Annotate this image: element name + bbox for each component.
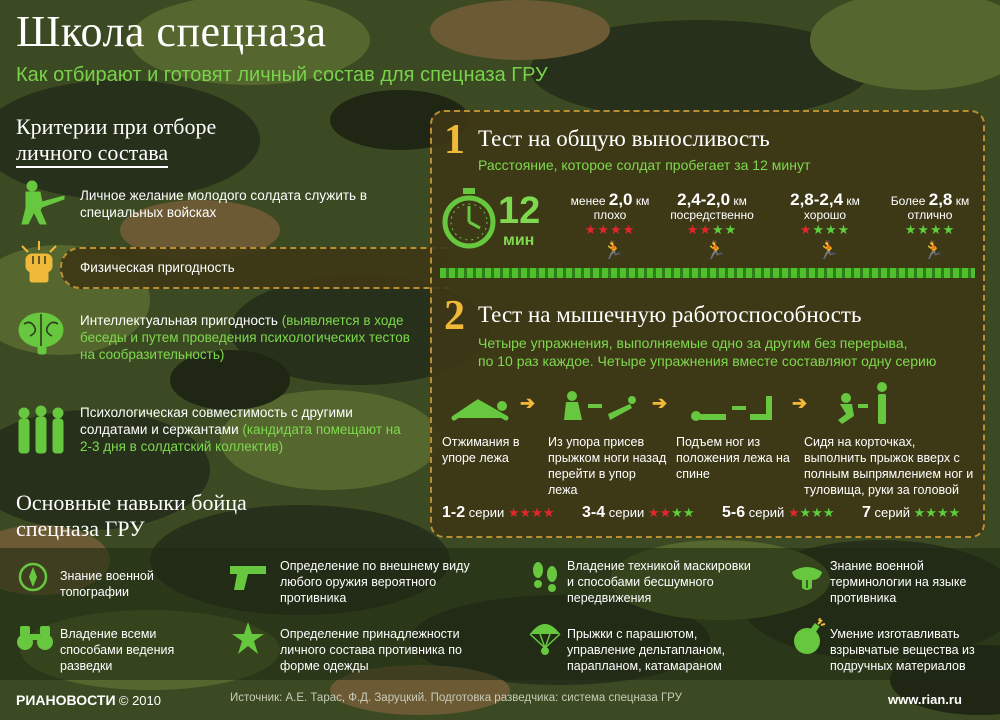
result-value: 2,8 — [928, 190, 953, 209]
skill-topography: Знание военной топографии — [60, 569, 154, 599]
footer-credit — [16, 692, 161, 708]
star-red-icon: ★ — [610, 222, 623, 237]
test2-title: Тест на мышечную работоспособность — [478, 302, 862, 327]
soldier-icon — [16, 180, 66, 226]
result-range — [880, 190, 980, 210]
rating-stars — [914, 505, 961, 520]
skill-camouflage: Владение техникой маскировки и способами бесшумного передвижения — [567, 559, 751, 605]
test1-number: 1 — [444, 117, 465, 163]
skills-heading-line1: Основные навыки бойца — [16, 490, 247, 515]
rating-stars — [687, 222, 738, 237]
result-stars — [560, 222, 660, 238]
copyright-year: © 2010 — [118, 693, 162, 708]
result-unit: км — [632, 194, 650, 208]
series-label: серии — [465, 505, 508, 520]
rating-stars — [800, 222, 851, 237]
rating-stars — [905, 222, 956, 237]
footer-url[interactable]: www.rian.ru — [888, 692, 962, 707]
series-rating — [582, 504, 694, 522]
star-green-icon: ★ — [942, 222, 956, 237]
series-value: 1-2 — [442, 504, 466, 521]
star-green-icon: ★ — [682, 505, 695, 520]
skill-explosives: Умение изготавливать взрывчатые вещества из подручных материалов — [830, 627, 975, 673]
star-green-icon: ★ — [913, 505, 926, 520]
star-green-icon: ★ — [822, 505, 835, 520]
series-label: серии — [605, 505, 648, 520]
result-grade: хорошо — [803, 208, 847, 222]
star-icon — [230, 620, 266, 656]
timer-value: 12 — [498, 190, 541, 232]
series-label: серий — [870, 505, 914, 520]
pistol-icon — [228, 562, 268, 592]
exercise-arrow-1: ➔ — [520, 393, 536, 413]
criteria-item-desire: Личное желание молодого солдата служить в специальных войсках — [80, 188, 368, 220]
exercise-arrow-2: ➔ — [652, 393, 668, 413]
skill-weapon-identification: Определение по внешнему виду любого оружия вероятного противника — [280, 559, 470, 605]
rating-stars — [788, 505, 835, 520]
result-prefix: Более — [890, 194, 929, 208]
series-label: серий — [745, 505, 788, 520]
runner-icon: 🏃 — [602, 240, 625, 260]
footer-source: Источник: А.Е. Тарас, Ф.Д. Заруцкий. Подготовка разведчика: система спецназа ГРУ — [230, 692, 682, 704]
series-value: 3-4 — [582, 504, 606, 521]
star-green-icon: ★ — [825, 222, 838, 237]
star-green-icon: ★ — [930, 222, 943, 237]
star-green-icon: ★ — [936, 505, 949, 520]
runner-icon: 🏃 — [922, 240, 945, 260]
result-stars — [662, 222, 762, 238]
result-unit: км — [952, 194, 970, 208]
bomb-icon — [792, 618, 826, 656]
star-green-icon: ★ — [671, 505, 683, 520]
star-red-icon: ★ — [531, 505, 543, 520]
test2-subtitle — [478, 334, 978, 370]
test2-subtitle-line2: по 10 раз каждое. Четыре упражнения вместе составляют одну серию — [478, 353, 937, 369]
exercise-label-2: Из упора присев прыжком ноги назад перейти в упор лежа — [548, 435, 667, 497]
star-green-icon: ★ — [712, 222, 725, 237]
star-red-icon: ★ — [686, 222, 700, 237]
parachute-icon — [528, 620, 562, 656]
star-green-icon: ★ — [811, 505, 823, 520]
rating-stars — [508, 505, 555, 520]
series-rating — [862, 504, 960, 522]
exercise-label-1: Отжимания в упоре лежа — [442, 435, 520, 465]
result-value: 2,4-2,0 — [677, 190, 731, 209]
page-title: Школа спецназа — [16, 7, 327, 56]
star-red-icon: ★ — [597, 222, 610, 237]
star-red-icon: ★ — [647, 505, 660, 520]
rating-stars — [585, 222, 636, 237]
series-value: 7 — [862, 504, 871, 521]
result-prefix: менее — [570, 194, 609, 208]
star-green-icon: ★ — [948, 505, 961, 520]
test2-subtitle-line1: Четыре упражнения, выполняемые одно за другим без перерыва, — [478, 335, 908, 351]
star-red-icon: ★ — [542, 505, 555, 520]
exercise-label-4: Сидя на корточках, выполнить прыжок вверх с полным выпрямлением ног и туловища, руки за головой — [804, 435, 974, 497]
star-green-icon: ★ — [837, 222, 851, 237]
criteria-heading — [16, 114, 216, 168]
star-red-icon: ★ — [584, 222, 598, 237]
star-green-icon: ★ — [917, 222, 930, 237]
criteria-heading-line2: личного состава — [16, 140, 168, 168]
tongue-icon — [790, 562, 824, 592]
exercise-label-3: Подъем ног из положения лежа на спине — [676, 435, 790, 481]
skill-uniform-identification: Определение принадлежности личного состава противника по форме одежды — [280, 627, 462, 673]
star-green-icon: ★ — [812, 222, 825, 237]
result-range — [775, 190, 875, 210]
star-green-icon: ★ — [799, 505, 812, 520]
star-red-icon: ★ — [519, 505, 532, 520]
star-red-icon: ★ — [507, 505, 520, 520]
timer-unit: мин — [503, 232, 535, 249]
runner-icon: 🏃 — [817, 240, 840, 260]
skills-heading-line2: спецназа ГРУ — [16, 516, 145, 541]
test1-title: Тест на общую выносливость — [478, 126, 770, 151]
skill-reconnaissance: Владение всеми способами ведения разведки — [60, 627, 175, 673]
test1-subtitle: Расстояние, которое солдат пробегает за 12 минут — [478, 157, 811, 173]
criteria-item-psychological: Психологическая совместимость с другими солдатами и сержантами (кандидата помещают на 2-3 дня в солдатский коллектив) — [80, 405, 401, 454]
result-grade: отлично — [907, 208, 953, 222]
footprints-icon — [528, 560, 562, 594]
stopwatch-icon — [440, 186, 498, 250]
squat-jump-icon — [836, 382, 894, 426]
star-green-icon: ★ — [904, 222, 918, 237]
star-red-icon: ★ — [622, 222, 636, 237]
star-green-icon: ★ — [925, 505, 937, 520]
skills-heading — [16, 490, 247, 542]
result-grade: посредственно — [670, 208, 754, 222]
leg-raise-icon — [688, 392, 776, 424]
soldiers-group-icon — [14, 405, 68, 455]
pushup-icon — [448, 392, 512, 424]
skill-terminology: Знание военной терминологии на языке противника — [830, 559, 967, 605]
skill-parachute: Прыжки с парашютом, управление дельтапланом, парапланом, катамараном — [567, 627, 725, 673]
compass-icon — [18, 562, 48, 592]
result-stars — [775, 222, 875, 238]
fist-icon — [18, 240, 60, 284]
criteria-item-physical: Физическая пригодность — [80, 260, 235, 275]
exercise-arrow-3: ➔ — [792, 393, 808, 413]
series-value: 5-6 — [722, 504, 746, 521]
criteria-heading-line1: Критерии при отборе — [16, 114, 217, 139]
star-red-icon: ★ — [799, 222, 813, 237]
result-value: 2,8-2,4 — [790, 190, 844, 209]
brand-logo: РИАНОВОСТИ — [16, 692, 116, 708]
star-red-icon: ★ — [787, 505, 800, 520]
result-unit: км — [730, 194, 747, 208]
star-green-icon: ★ — [724, 222, 738, 237]
runner-icon: 🏃 — [704, 240, 727, 260]
series-rating — [722, 504, 834, 522]
page-subtitle: Как отбирают и готовят личный состав для спецназа ГРУ — [16, 64, 548, 86]
star-red-icon: ★ — [659, 505, 672, 520]
result-unit: км — [843, 194, 860, 208]
brain-icon — [16, 310, 66, 356]
test2-number: 2 — [444, 293, 465, 339]
result-grade: плохо — [593, 208, 627, 222]
series-rating — [442, 504, 554, 522]
criteria-item-intellectual: Интеллектуальная пригодность (выявляется в ходе беседы и путем проведения психологических тестов на сообразительность) — [80, 313, 410, 362]
rating-stars — [648, 505, 695, 520]
result-range — [662, 190, 762, 210]
result-stars — [880, 222, 980, 238]
binoculars-icon — [16, 622, 54, 652]
track-stripe — [440, 268, 975, 278]
burpee-icon — [560, 390, 638, 424]
star-red-icon: ★ — [699, 222, 712, 237]
result-range — [560, 190, 660, 210]
result-value: 2,0 — [608, 190, 633, 209]
